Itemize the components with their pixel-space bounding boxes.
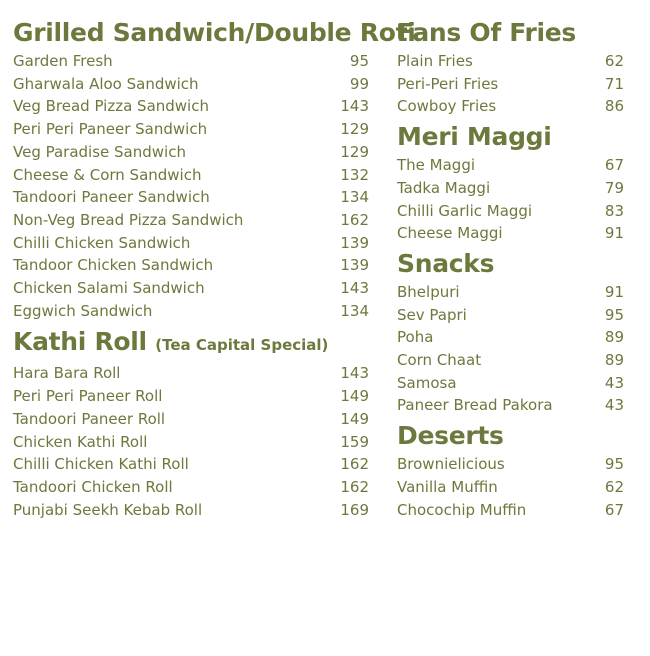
- menu-item-name: Tadka Maggi: [397, 178, 491, 197]
- menu-item: [397, 304, 624, 327]
- section-grilled-sandwich: [13, 16, 416, 322]
- menu-item-price: 79: [604, 178, 624, 197]
- section-title-fries: Fans Of Fries: [397, 18, 577, 47]
- menu-item-name: Chilli Chicken Sandwich: [13, 233, 191, 252]
- menu-item-name: Peri Peri Paneer Roll: [13, 387, 163, 406]
- menu-item-name: Chicken Salami Sandwich: [13, 279, 205, 298]
- menu-item: [397, 372, 624, 395]
- menu-item-price: 162: [340, 477, 369, 496]
- menu-item-price: 62: [604, 477, 624, 496]
- menu-item-name: Non-Veg Bread Pizza Sandwich: [13, 210, 244, 229]
- menu-item-name: Samosa: [397, 373, 457, 392]
- menu-item-name: Vanilla Muffin: [397, 477, 498, 496]
- menu-item-name: Tandoori Paneer Roll: [13, 409, 166, 428]
- menu-item: [397, 222, 624, 245]
- section-title-deserts: Deserts: [397, 421, 504, 451]
- menu-item: [13, 277, 369, 300]
- menu-item-name: Chocochip Muffin: [397, 500, 527, 519]
- menu-item-name: Chilli Chicken Kathi Roll: [13, 455, 189, 474]
- menu-item-price: 91: [604, 224, 624, 243]
- menu-item: [397, 50, 624, 73]
- menu-item-price: 129: [340, 142, 369, 161]
- menu-item-price: 86: [604, 97, 624, 116]
- menu-item-name: Corn Chaat: [397, 351, 482, 370]
- menu-list-kathi: [13, 362, 369, 521]
- menu-item-price: 67: [604, 156, 624, 175]
- menu-item-name: Hara Bara Roll: [13, 364, 121, 383]
- menu-item-price: 91: [604, 282, 624, 301]
- section-title-sandwich: Grilled Sandwich/Double Roti: [13, 18, 416, 47]
- section-deserts: [397, 419, 624, 521]
- section-kathi-roll: [13, 325, 369, 521]
- menu-item: [397, 499, 624, 522]
- menu-item: [13, 362, 369, 385]
- menu-item: [13, 209, 369, 232]
- menu-item: [397, 349, 624, 372]
- menu-item: [397, 453, 624, 476]
- menu-item-name: Garden Fresh: [13, 52, 113, 70]
- menu-item: [13, 385, 369, 408]
- menu-item-price: 162: [340, 455, 369, 474]
- menu-item-price: 149: [340, 387, 369, 406]
- menu-item: [13, 300, 369, 323]
- menu-item-name: Cheese Maggi: [397, 224, 503, 243]
- menu-item-name: Sev Papri: [397, 305, 467, 324]
- menu-item-price: 67: [604, 500, 624, 519]
- menu-item-name: The Maggi: [397, 156, 476, 175]
- menu-item: [397, 95, 624, 118]
- menu-item-price: 43: [604, 396, 624, 415]
- menu-item: [397, 177, 624, 200]
- menu-item-name: Brownielicious: [397, 455, 505, 474]
- right-column: [397, 16, 624, 521]
- menu-item-price: 143: [340, 279, 369, 298]
- menu-item-name: Veg Paradise Sandwich: [13, 142, 186, 161]
- menu-item-price: 95: [349, 52, 369, 70]
- menu-item-name: Punjabi Seekh Kebab Roll: [13, 500, 203, 519]
- menu-item-price: 139: [340, 233, 369, 252]
- section-fries: [397, 16, 624, 118]
- section-title-kathi-text: Kathi Roll: [13, 327, 147, 357]
- menu-item-name: Eggwich Sandwich: [13, 301, 153, 320]
- menu-item: [13, 164, 369, 187]
- menu-item-price: 169: [340, 500, 369, 519]
- menu-item-name: Plain Fries: [397, 52, 473, 70]
- menu-item-price: 159: [340, 432, 369, 451]
- menu-item: [13, 232, 369, 255]
- menu-item: [13, 431, 369, 454]
- menu-item-price: 71: [604, 74, 624, 93]
- menu-item-price: 132: [340, 165, 369, 184]
- section-maggi: [397, 120, 624, 245]
- menu-item-price: 95: [604, 305, 624, 324]
- menu-item-price: 143: [340, 364, 369, 383]
- menu-item: [13, 118, 369, 141]
- menu-item-name: Peri-Peri Fries: [397, 74, 499, 93]
- menu-item-name: Cheese & Corn Sandwich: [13, 165, 202, 184]
- menu-list-deserts: [397, 453, 624, 521]
- menu-item-price: 43: [604, 373, 624, 392]
- menu-item-name: Bhelpuri: [397, 282, 460, 301]
- menu-item: [397, 73, 624, 96]
- section-title-maggi: Meri Maggi: [397, 122, 552, 152]
- menu-item-price: 62: [604, 52, 624, 70]
- menu-item-name: Tandoori Chicken Roll: [13, 477, 173, 496]
- section-title-snacks: Snacks: [397, 248, 495, 278]
- menu-item-name: Gharwala Aloo Sandwich: [13, 74, 199, 93]
- menu-item: [13, 73, 369, 96]
- section-title-kathi: [13, 325, 369, 362]
- menu-item-name: Peri Peri Paneer Sandwich: [13, 120, 208, 139]
- menu-item: [397, 326, 624, 349]
- menu-item: [397, 281, 624, 304]
- menu-item-name: Paneer Bread Pakora: [397, 396, 553, 415]
- menu-item-name: Veg Bread Pizza Sandwich: [13, 97, 209, 116]
- menu-item-price: 149: [340, 409, 369, 428]
- menu-item-price: 99: [349, 74, 369, 93]
- section-subtitle-kathi: (Tea Capital Special): [155, 336, 329, 355]
- menu-item: [13, 254, 369, 277]
- section-snacks: [397, 247, 624, 417]
- menu-item-name: Cowboy Fries: [397, 97, 497, 116]
- menu-item: [13, 186, 369, 209]
- menu-item: [397, 200, 624, 223]
- menu-item: [13, 453, 369, 476]
- menu-item-price: 89: [604, 328, 624, 347]
- menu-item-price: 83: [604, 201, 624, 220]
- menu-item-price: 139: [340, 256, 369, 275]
- menu-item: [13, 499, 369, 522]
- menu-list-fries: [397, 50, 624, 118]
- menu-item-price: 134: [340, 188, 369, 207]
- menu-item-price: 134: [340, 301, 369, 320]
- menu-item-name: Chicken Kathi Roll: [13, 432, 148, 451]
- menu-list-maggi: [397, 154, 624, 245]
- menu-list-snacks: [397, 281, 624, 417]
- menu-item-price: 162: [340, 210, 369, 229]
- menu-item-name: Poha: [397, 328, 434, 347]
- menu-item-price: 95: [604, 455, 624, 474]
- menu-item: [13, 50, 369, 73]
- menu-item: [13, 141, 369, 164]
- menu-item-price: 89: [604, 351, 624, 370]
- menu-item: [13, 408, 369, 431]
- menu-item-name: Tandoori Paneer Sandwich: [13, 188, 210, 207]
- menu-item: [397, 476, 624, 499]
- menu-item-price: 143: [340, 97, 369, 116]
- menu-item: [13, 95, 369, 118]
- menu-item: [397, 154, 624, 177]
- menu-item-name: Chilli Garlic Maggi: [397, 201, 533, 220]
- menu-item-name: Tandoor Chicken Sandwich: [13, 256, 214, 275]
- menu-item: [397, 394, 624, 417]
- menu-list-sandwich: [13, 50, 369, 322]
- menu-item-price: 129: [340, 120, 369, 139]
- menu-item: [13, 476, 369, 499]
